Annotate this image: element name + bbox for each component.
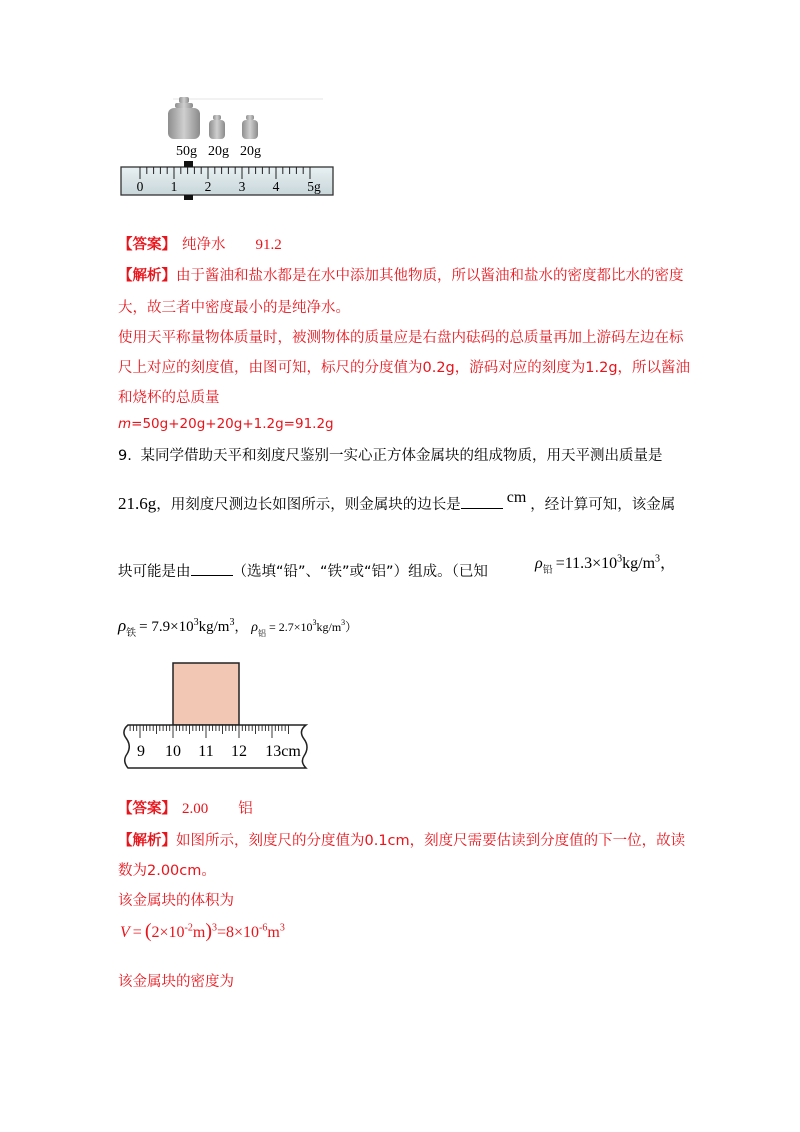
density-unit: kg/m [198, 619, 230, 635]
exponent: 3 [312, 618, 317, 627]
beam-scale [121, 167, 333, 195]
analysis2-line-1 [118, 829, 685, 850]
ruler-label: 9 [137, 743, 145, 760]
density-iron-al [118, 616, 358, 639]
question-text: 某同学借助天平和刻度尺鉴别一实心正方体金属块的组成物质，用天平测出质量是 [140, 448, 663, 464]
question-number: 9. [118, 448, 132, 464]
formula-symbol: m [118, 416, 132, 432]
rider-bottom [184, 195, 193, 200]
rho-subscript: 铅 [542, 565, 553, 576]
analysis-line-1 [118, 264, 684, 285]
analysis-line-2 [118, 296, 350, 317]
mass-value: 21.6g [118, 494, 157, 513]
punctuation: ， [660, 553, 677, 572]
mass-formula [118, 416, 334, 432]
answer-tag: 【答案】 [118, 801, 176, 817]
exponent: -6 [259, 922, 268, 934]
analysis-line-5 [118, 386, 220, 407]
analysis-line-4 [118, 356, 690, 377]
answer-blank-length[interactable] [461, 496, 503, 509]
question-text: （选填“铅”、“铁”或“铝”）组成。（已知 [232, 564, 488, 580]
analysis-value: 1.2g [585, 360, 618, 376]
analysis-text: ，游码对应的刻度为 [454, 360, 586, 376]
exponent: 3 [193, 617, 199, 628]
analysis-text: 和烧杯的总质量 [118, 390, 220, 406]
analysis2-line-5 [118, 970, 234, 991]
analysis-value: 0.2g [422, 360, 455, 376]
density-unit: kg/m [622, 555, 656, 572]
scale-tick-label: 5g [307, 179, 321, 194]
analysis-line-3 [118, 326, 684, 347]
rho-subscript: 铝 [257, 629, 266, 638]
ruler-label: 12 [231, 743, 247, 760]
answer-blank-material[interactable] [191, 563, 233, 576]
scale-tick-label: 1 [170, 179, 178, 194]
scale-tick-label: 2 [204, 179, 212, 194]
exponent: 3 [211, 922, 217, 934]
formula-unit: m [192, 924, 206, 941]
analysis-tag: 【解析】 [118, 268, 176, 284]
scale-tick-label: 4 [272, 179, 280, 194]
rho-symbol: ρ [118, 616, 127, 635]
analysis-text: 使用天平称量物体质量时，被测物体的质量应是右盘内砝码的总质量再加上游码左边在标 [118, 330, 684, 346]
formula-symbol: V [120, 924, 130, 941]
formula-text: = [132, 924, 142, 941]
answer-value: 2.00 [182, 801, 209, 817]
question-text: ，用刻度尺测边长如图所示，则金属块的边长是 [156, 497, 461, 513]
analysis-text: 如图所示，刻度尺的分度值为0.1cm，刻度尺需要估读到分度值的下一位，故读 [176, 833, 686, 849]
density-value: = 2.7×10 [268, 620, 313, 634]
formula-unit: m [267, 924, 280, 941]
unit-cm: cm [506, 489, 527, 506]
answer-text: 纯净水 [182, 237, 226, 253]
rho-subscript: 铁 [126, 628, 137, 639]
weight-20g-b [242, 115, 258, 139]
answer-line-1 [118, 233, 282, 254]
volume-formula [120, 920, 285, 943]
analysis-text: ，所以酱油 [617, 360, 691, 376]
density-value: = 7.9×10 [139, 619, 194, 635]
punctuation: ） [345, 620, 358, 634]
exponent: -2 [184, 922, 193, 934]
exponent: 3 [279, 922, 285, 934]
formula-text: =8×10 [216, 924, 260, 941]
density-value: =11.3×10 [555, 555, 618, 572]
exponent: 3 [617, 553, 623, 565]
balance-scale-figure [118, 95, 338, 207]
question-text: 块可能是由 [118, 564, 191, 580]
question-text: ，经计算可知，该金属 [530, 497, 676, 513]
analysis2-line-2 [118, 859, 216, 880]
formula-text: 2×10 [151, 924, 185, 941]
answer-line-2 [118, 797, 253, 818]
formula-text: =50g+20g+20g+1.2g=91.2g [131, 416, 334, 432]
ruler-label: 10 [165, 743, 181, 760]
scale-tick-label: 0 [136, 179, 144, 194]
scale-tick-label: 3 [238, 179, 246, 194]
ruler-figure [118, 658, 318, 774]
analysis-text: 该金属块的体积为 [118, 893, 234, 909]
exponent: 3 [341, 618, 346, 627]
weight-50g [168, 97, 200, 139]
metal-block [173, 663, 239, 725]
exponent: 3 [229, 617, 235, 628]
analysis-text: 该金属块的密度为 [118, 974, 234, 990]
punctuation: ， [234, 620, 248, 635]
analysis-text: 尺上对应的刻度值，由图可知，标尺的分度值为 [118, 360, 423, 376]
analysis2-line-3 [118, 889, 234, 910]
weight-label: 50g [176, 144, 197, 159]
ruler-label: 13cm [265, 743, 301, 760]
exponent: 3 [655, 553, 661, 565]
paren-open: ( [144, 920, 152, 942]
analysis-text: 数为2.00cm。 [118, 863, 216, 879]
rho-symbol: ρ [251, 620, 258, 635]
ruler-label: 11 [198, 743, 214, 760]
answer-text: 铝 [238, 801, 253, 817]
rho-symbol: ρ [535, 555, 543, 572]
density-unit: kg/m [316, 620, 342, 634]
question-9-line-3 [118, 560, 488, 581]
analysis-text: 大，故三者中密度最小的是纯净水。 [118, 300, 350, 316]
rider [184, 161, 193, 167]
weight-20g-a [209, 115, 225, 139]
density-lead [535, 550, 677, 576]
question-9-line-1 [118, 444, 662, 465]
paren-close: ) [205, 920, 212, 942]
weight-label: 20g [240, 144, 261, 159]
weight-label: 20g [208, 144, 229, 159]
answer-value: 91.2 [255, 237, 282, 253]
analysis-text: 由于酱油和盐水都是在水中添加其他物质，所以酱油和盐水的密度都比水的密度 [176, 268, 684, 284]
analysis-tag: 【解析】 [118, 833, 176, 849]
answer-tag: 【答案】 [118, 237, 176, 253]
question-9-line-2 [118, 489, 676, 514]
